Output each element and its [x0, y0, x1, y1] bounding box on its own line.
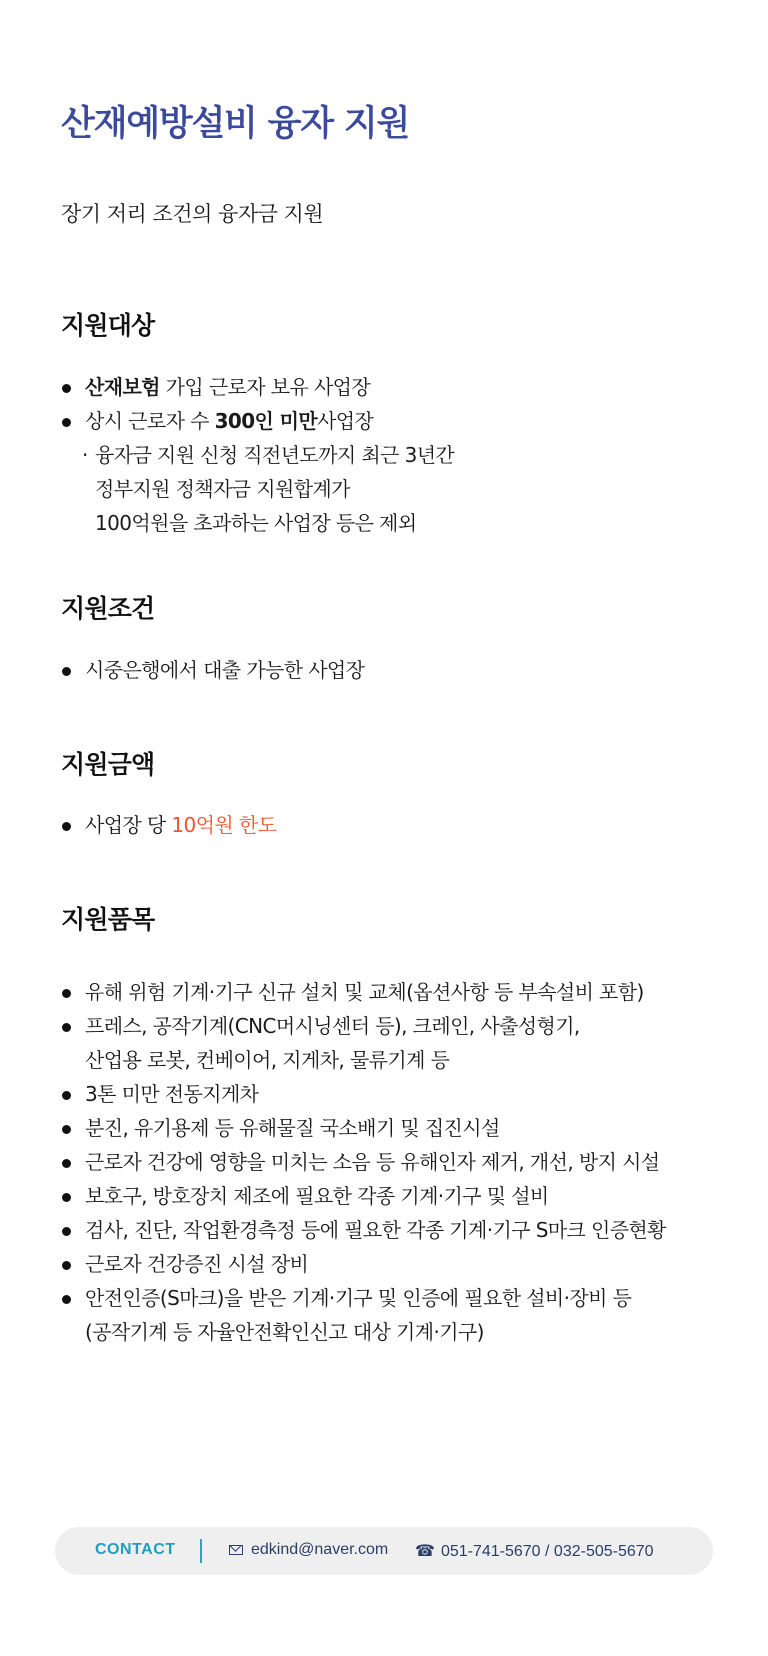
- list-item: [61, 1247, 741, 1281]
- items-line: 3톤 미만 전동지게차: [85, 1082, 259, 1106]
- items-line: (공작기계 등 자율안전확인신고 대상 기계·기구): [85, 1320, 484, 1344]
- section-heading-target: 지원대상: [61, 311, 155, 340]
- bullet-icon: [62, 1295, 71, 1304]
- contact-phone-text: 051-741-5670 / 032-505-5670: [440, 1543, 654, 1560]
- bullet-icon: [62, 667, 71, 676]
- list-item: [61, 975, 741, 1009]
- items-line: 산업용 로봇, 컨베이어, 지게차, 물류기계 등: [85, 1048, 450, 1072]
- items-line: 근로자 건강증진 시설 장비: [85, 1252, 309, 1276]
- list-item: [61, 1213, 741, 1247]
- target-note-line-2: 정부지원 정책자금 지원합계가: [95, 477, 350, 501]
- target-item-2-strong: 300인 미만: [214, 409, 318, 433]
- condition-list: [61, 653, 741, 687]
- page-subtitle: 장기 저리 조건의 융자금 지원: [61, 202, 324, 226]
- contact-divider: [200, 1539, 202, 1563]
- list-item: [61, 1009, 741, 1043]
- target-list: [61, 370, 741, 540]
- list-item: [61, 1077, 741, 1111]
- bullet-icon: [62, 989, 71, 998]
- mail-icon: [229, 1545, 243, 1555]
- items-list: [61, 975, 741, 1349]
- amount-item-pre: 사업장 당: [85, 813, 172, 837]
- target-note: [61, 506, 741, 540]
- amount-list: [61, 808, 741, 842]
- target-item-1-text: 가입 근로자 보유 사업장: [159, 375, 371, 399]
- bullet-icon: [62, 822, 71, 831]
- list-item: [61, 808, 741, 842]
- bullet-icon: [62, 1091, 71, 1100]
- target-note: [61, 472, 741, 506]
- target-note: [61, 438, 741, 472]
- list-item: [61, 1145, 741, 1179]
- amount-item-accent: 10억원 한도: [171, 813, 277, 837]
- list-item: [61, 1179, 741, 1213]
- middle-dot-icon: ·: [82, 443, 88, 467]
- bullet-icon: [62, 1023, 71, 1032]
- list-item: [61, 370, 741, 404]
- contact-label: CONTACT: [95, 1541, 176, 1558]
- items-line: 유해 위험 기계·기구 신규 설치 및 교체(옵션사항 등 부속설비 포함): [85, 980, 644, 1004]
- section-heading-amount: 지원금액: [61, 750, 155, 779]
- list-item: [61, 1281, 741, 1315]
- bullet-icon: [62, 1125, 71, 1134]
- condition-item-1: 시중은행에서 대출 가능한 사업장: [85, 658, 365, 682]
- contact-phone-link[interactable]: [415, 1541, 654, 1561]
- section-heading-condition: 지원조건: [61, 594, 155, 623]
- target-item-2-pre: 상시 근로자 수: [85, 409, 215, 433]
- list-item-continued: [61, 1315, 741, 1349]
- contact-email-link[interactable]: [229, 1541, 388, 1559]
- contact-email-text: edkind@naver.com: [251, 1541, 389, 1558]
- target-item-2-post: 사업장: [317, 409, 374, 433]
- list-item: [61, 404, 741, 438]
- bullet-icon: [62, 1193, 71, 1202]
- list-item: [61, 653, 741, 687]
- list-item: [61, 1111, 741, 1145]
- phone-icon: ☎: [415, 1543, 435, 1560]
- items-line: 보호구, 방호장치 제조에 필요한 각종 기계·기구 및 설비: [85, 1184, 549, 1208]
- contact-bar: [55, 1527, 713, 1575]
- items-line: 검사, 진단, 작업환경측정 등에 필요한 각종 기계·기구 S마크 인증현황: [85, 1218, 666, 1242]
- items-line: 프레스, 공작기계(CNC머시닝센터 등), 크레인, 사출성형기,: [85, 1014, 580, 1038]
- bullet-icon: [62, 384, 71, 393]
- target-note-line-1: 융자금 지원 신청 직전년도까지 최근 3년간: [95, 443, 455, 467]
- bullet-icon: [62, 418, 71, 427]
- target-note-line-3: 100억원을 초과하는 사업장 등은 제외: [95, 511, 417, 535]
- bullet-icon: [62, 1227, 71, 1236]
- bullet-icon: [62, 1261, 71, 1270]
- target-item-1-strong: 산재보험: [85, 375, 160, 399]
- list-item-continued: [61, 1043, 741, 1077]
- items-line: 근로자 건강에 영향을 미치는 소음 등 유해인자 제거, 개선, 방지 시설: [85, 1150, 660, 1174]
- items-line: 분진, 유기용제 등 유해물질 국소배기 및 집진시설: [85, 1116, 500, 1140]
- bullet-icon: [62, 1159, 71, 1168]
- section-heading-items: 지원품목: [61, 905, 155, 934]
- page-title: 산재예방설비 융자 지원: [61, 104, 410, 144]
- items-line: 안전인증(S마크)을 받은 기계·기구 및 인증에 필요한 설비·장비 등: [85, 1286, 632, 1310]
